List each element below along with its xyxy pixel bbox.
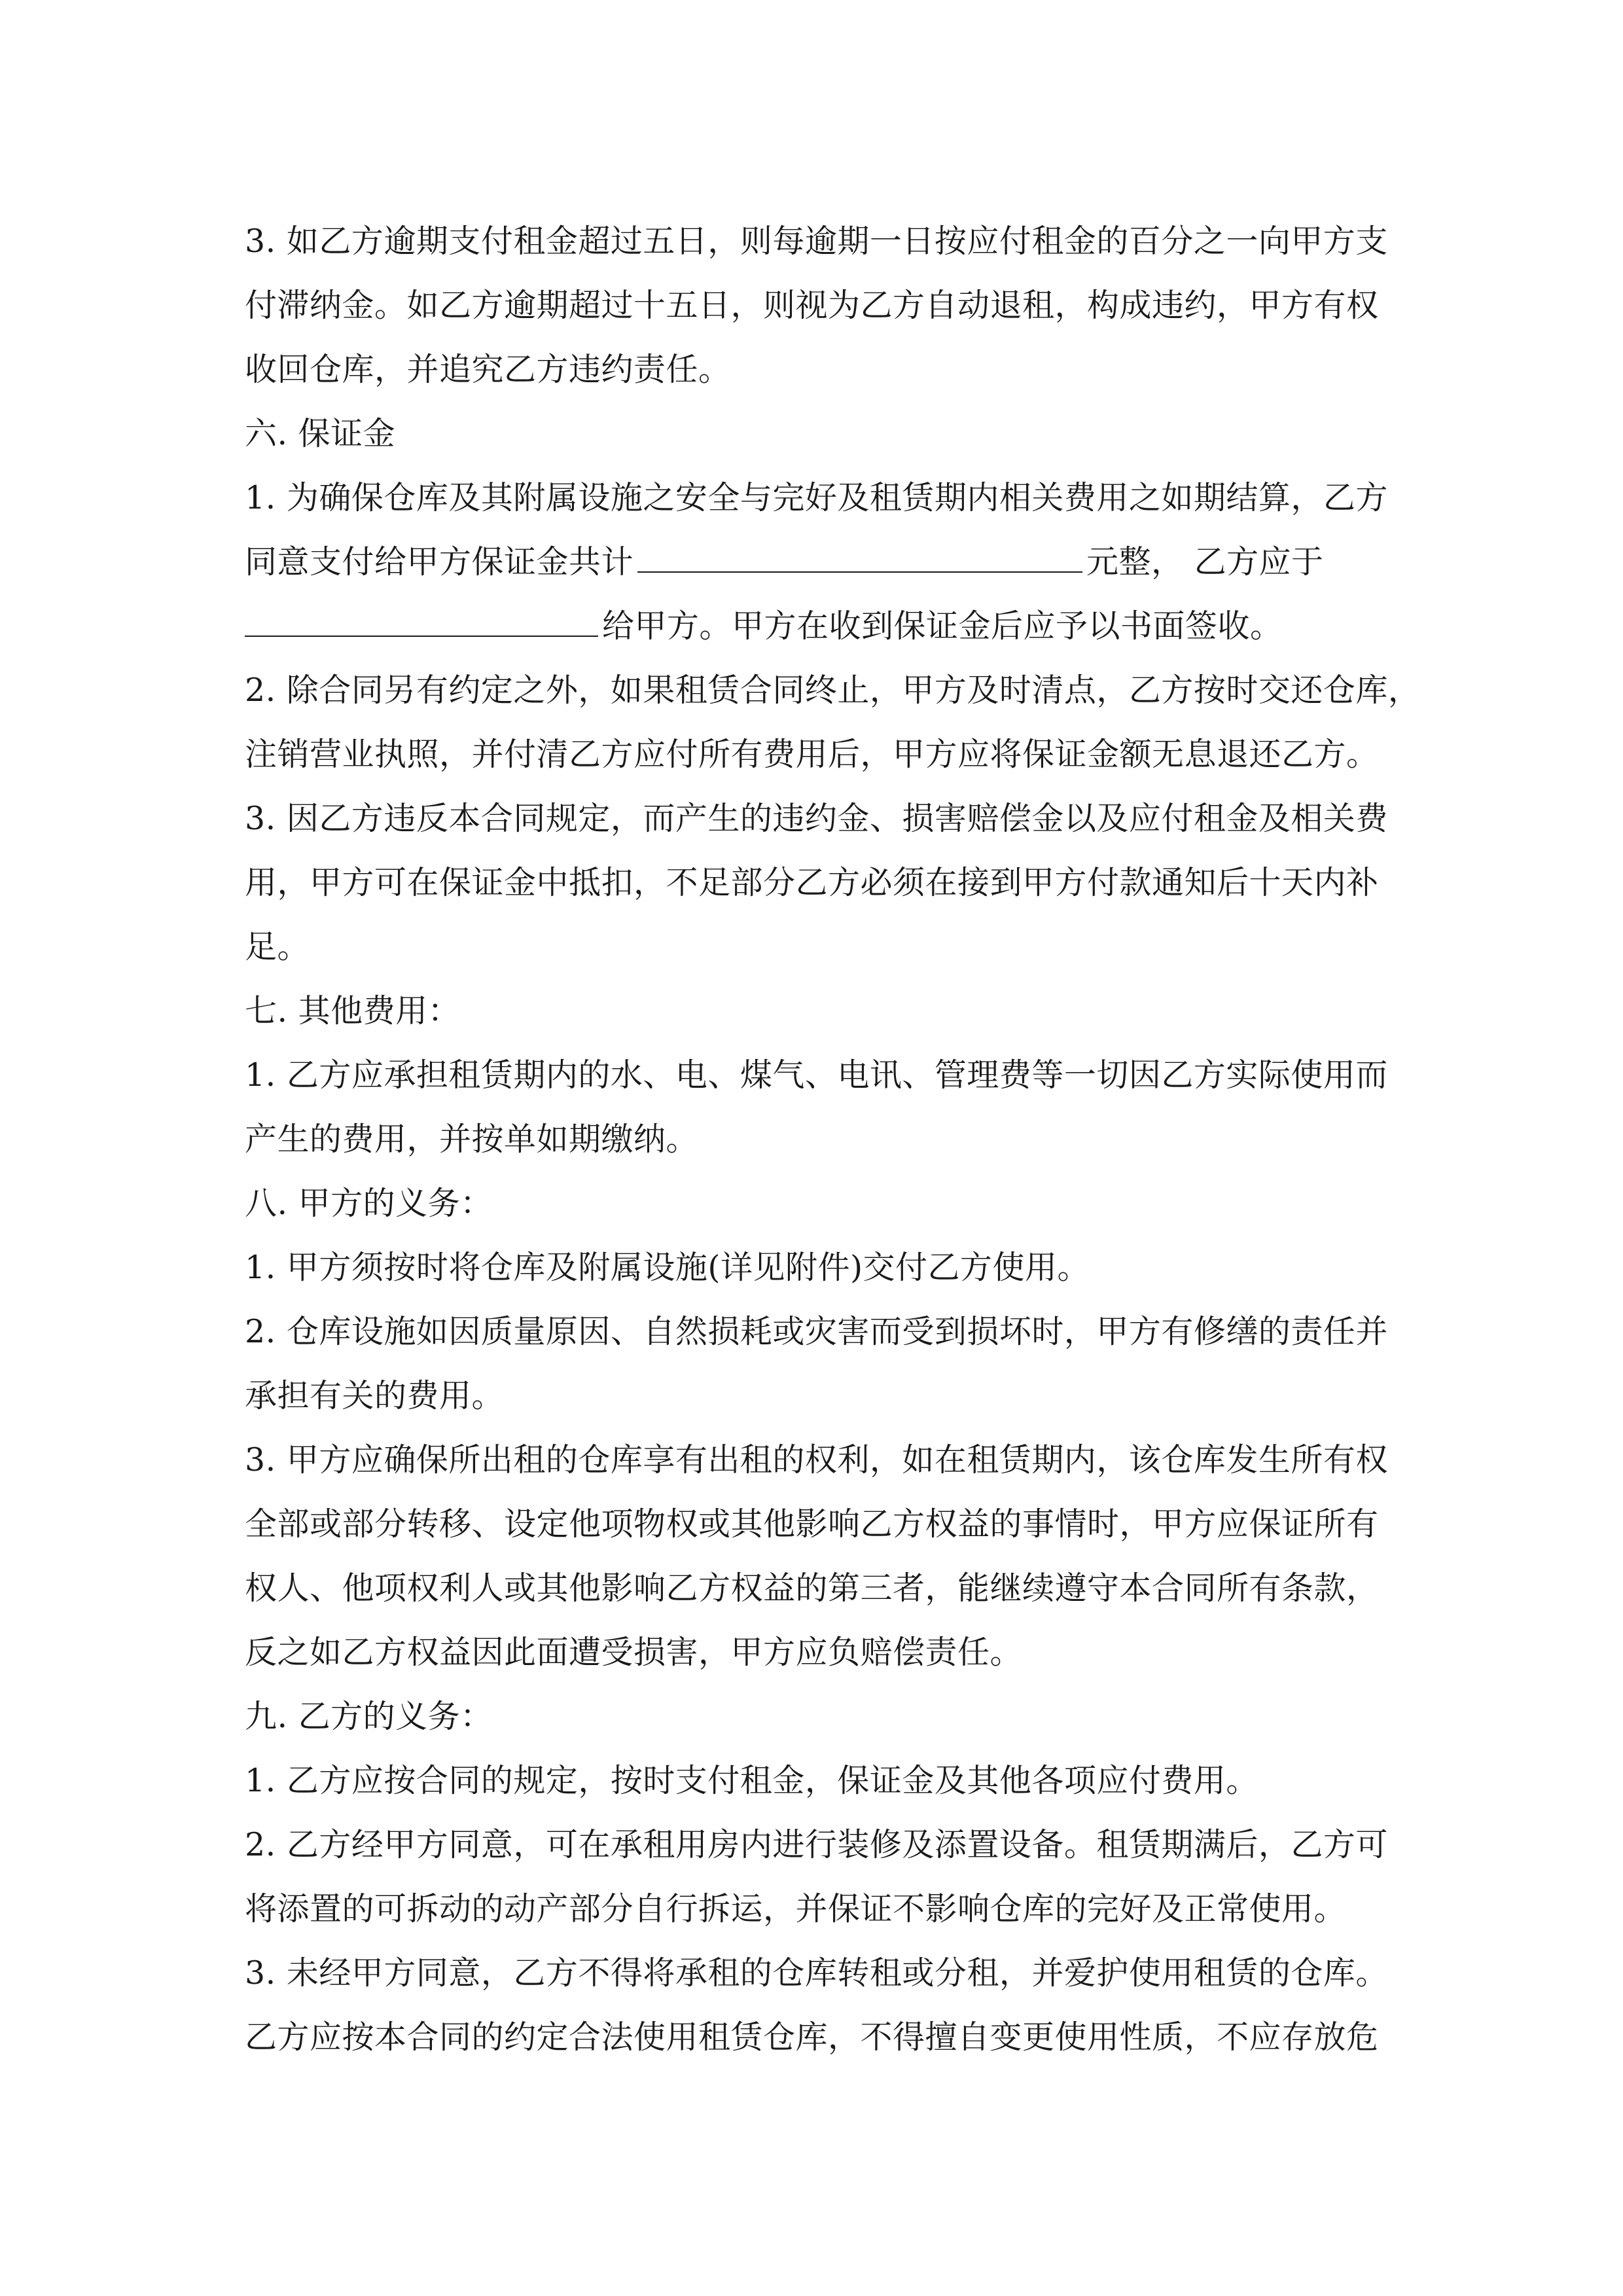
text-line: 3. 因乙方违反本合同规定，而产生的违约金、损害赔偿金以及应付租金及相关费 [245,800,1388,837]
contract-page [245,209,1421,2070]
text-line: 注销营业执照，并付清乙方应付所有费用后，甲方应将保证金额无息退还乙方。 [245,736,1379,773]
text-line: 3. 甲方应确保所出租的仓库享有出租的权利，如在租赁期内，该仓库发生所有权 [245,1441,1388,1479]
deposit-amount-prefix: 同意支付给甲方保证金共计 [245,543,634,581]
text-line: 3. 如乙方逾期支付租金超过五日，则每逾期一日按应付租金的百分之一向甲方支 [245,223,1388,260]
text-line: 1. 乙方应按合同的规定，按时支付租金，保证金及其他各项应付费用。 [245,1762,1258,1799]
section-heading-party-b-obligations: 九. 乙方的义务： [245,1698,493,1735]
text-line: 2. 除合同另有约定之外，如果租赁合同终止，甲方及时清点，乙方按时交还仓库， [245,672,1421,709]
text-line: 用，甲方可在保证金中抵扣，不足部分乙方必须在接到甲方付款通知后十天内补 [245,864,1379,901]
deposit-date-blank [245,607,598,637]
text-line: 乙方应按本合同的约定合法使用租赁仓库，不得擅自变更使用性质，不应存放危 [245,2018,1379,2056]
text-line: 2. 乙方经甲方同意，可在承租用房内进行装修及添置设备。租赁期满后，乙方可 [245,1826,1388,1863]
text-line: 3. 未经甲方同意，乙方不得将承租的仓库转租或分租，并爱护使用租赁的仓库。 [245,1954,1388,1992]
text-line: 1. 为确保仓库及其附属设施之安全与完好及租赁期内相关费用之如期结算，乙方 [245,479,1388,516]
text-line: 1. 乙方应承担租赁期内的水、电、煤气、电讯、管理费等一切因乙方实际使用而 [245,1056,1388,1094]
text-line: 权人、他项权利人或其他影响乙方权益的第三者，能继续遵守本合同所有条款， [245,1570,1379,1607]
text-line: 付滞纳金。如乙方逾期超过十五日，则视为乙方自动退租，构成违约，甲方有权 [245,287,1379,324]
section-heading-party-a-obligations: 八. 甲方的义务： [245,1185,493,1222]
deposit-amount-blank [637,543,1082,573]
text-line: 将添置的可拆动的动产部分自行拆运，并保证不影响仓库的完好及正常使用。 [245,1890,1347,1928]
text-line: 产生的费用，并按单如期缴纳。 [245,1121,699,1158]
section-heading-other-fees: 七. 其他费用： [245,992,461,1030]
text-line: 2. 仓库设施如因质量原因、自然损耗或灾害而受到损坏时，甲方有修缮的责任并 [245,1313,1388,1350]
text-line: 1. 甲方须按时将仓库及附属设施(详见附件)交付乙方使用。 [245,1249,1090,1286]
text-line: 反之如乙方权益因此面遭受损害，甲方应负赔偿责任。 [245,1634,1023,1671]
text-line: 承担有关的费用。 [245,1377,505,1414]
deposit-date-suffix: 给甲方。甲方在收到保证金后应予以书面签收。 [602,607,1283,645]
section-heading-deposit: 六. 保证金 [245,415,396,452]
deposit-amount-line [245,530,1397,594]
text-line: 足。 [245,928,310,965]
text-line: 收回仓库，并追究乙方违约责任。 [245,351,731,388]
text-line: 全部或部分转移、设定他项物权或其他影响乙方权益的事情时，甲方应保证所有 [245,1505,1379,1543]
deposit-amount-suffix: 元整， 乙方应于 [1086,543,1324,581]
deposit-date-line [245,594,1397,658]
